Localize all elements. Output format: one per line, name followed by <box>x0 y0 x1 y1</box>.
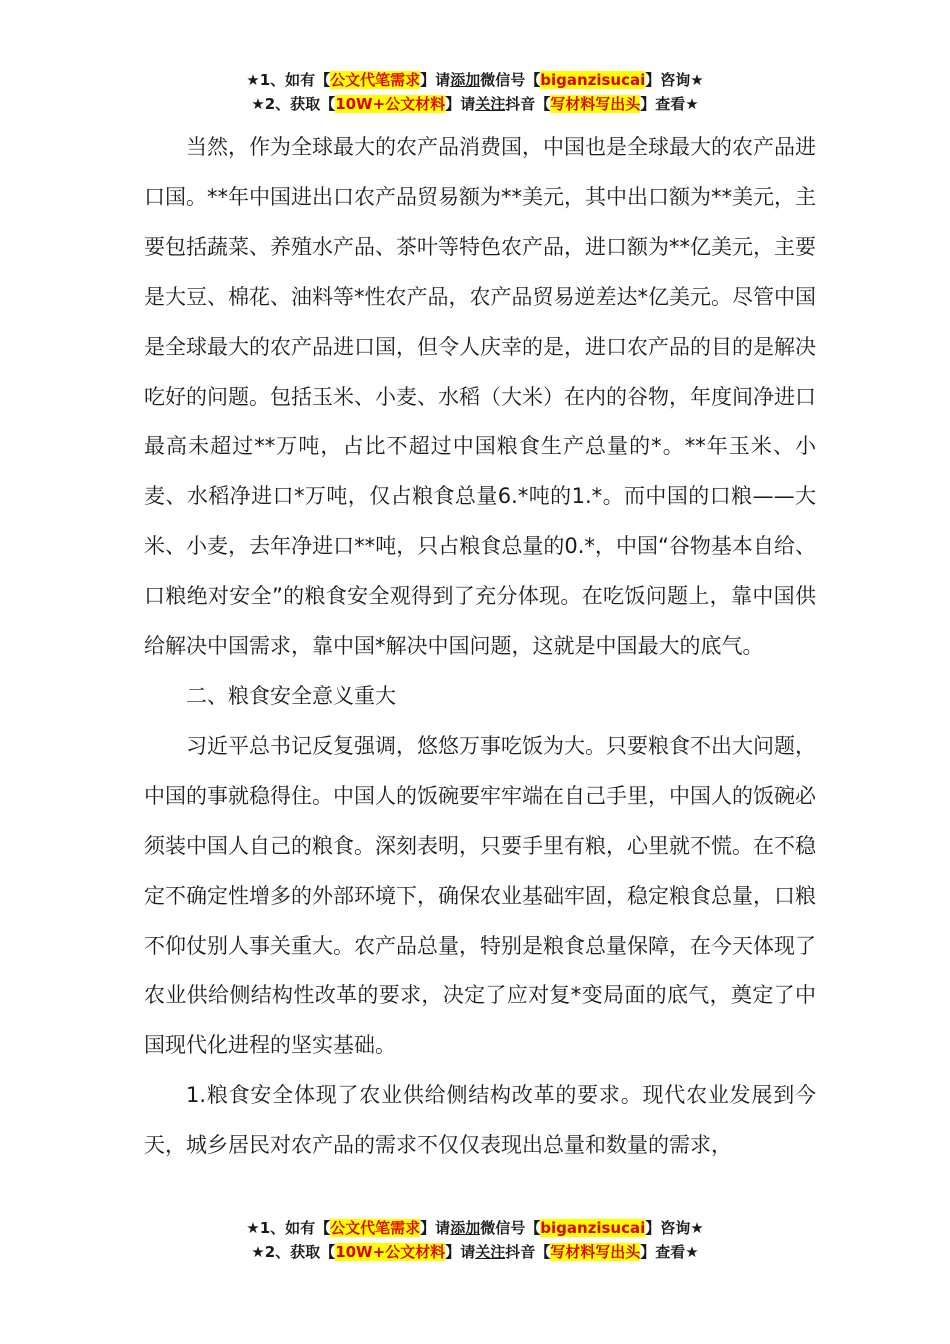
section-heading: 二、粮食安全意义重大 <box>186 683 396 708</box>
footer-banner <box>0 1216 950 1264</box>
underlined-add: 添加 <box>450 71 481 89</box>
banner-text: 】请 <box>420 71 451 89</box>
header-banner <box>0 68 950 116</box>
banner-text: 】查看★ <box>640 1243 699 1261</box>
banner-line-2 <box>0 92 950 116</box>
banner-text: ★2、获取【 <box>251 95 336 113</box>
highlight-wechat-id: biganzisucai <box>540 71 646 89</box>
banner-text: ★1、如有【 <box>246 71 331 89</box>
highlight-ghostwriting: 公文代笔需求 <box>330 71 421 89</box>
banner-text: 】咨询★ <box>645 71 704 89</box>
banner-text: 】请 <box>445 95 476 113</box>
banner-text: 抖音【 <box>505 95 551 113</box>
document-body <box>144 123 816 1171</box>
highlight-ghostwriting: 公文代笔需求 <box>330 1219 421 1237</box>
banner-text: 抖音【 <box>505 1243 551 1261</box>
banner-text: 】请 <box>445 1243 476 1261</box>
banner-text: ★2、获取【 <box>251 1243 336 1261</box>
highlight-materials: 10W+公文材料 <box>335 1243 446 1261</box>
banner-text: 】请 <box>420 1219 451 1237</box>
banner-line-1 <box>0 1216 950 1240</box>
banner-line-1 <box>0 68 950 92</box>
highlight-materials: 10W+公文材料 <box>335 95 446 113</box>
paragraph: 习近平总书记反复强调，悠悠万事吃饭为大。只要粮食不出大问题，中国的事就稳得住。中国人的饭碗要牢牢端在自己手里，中国人的饭碗必须装中国人自己的粮食。深刻表明，只要手里有粮，心里就不慌。在不稳定不确定性增多的外部环境下，确保农业基础牢固，稳定粮食总量，口粮不仰仗别人事关重大。农产品总量，特别是粮食总量保障，在今天体现了农业供给侧结构性改革的要求，决定了应对复*变局面的底气，奠定了中国现代化进程的坚实基础。 <box>144 733 816 1058</box>
banner-text: ★1、如有【 <box>246 1219 331 1237</box>
banner-text: 】咨询★ <box>645 1219 704 1237</box>
banner-text: 微信号【 <box>480 1219 541 1237</box>
banner-text: 微信号【 <box>480 71 541 89</box>
banner-line-2 <box>0 1240 950 1264</box>
highlight-douyin-account: 写材料写出头 <box>550 1243 641 1261</box>
highlight-wechat-id: biganzisucai <box>540 1219 646 1237</box>
paragraph: 1.粮食安全体现了农业供给侧结构改革的要求。现代农业发展到今天，城乡居民对农产品的需求不仅仅表现出总量和数量的需求， <box>144 1083 816 1158</box>
banner-text: 】查看★ <box>640 95 699 113</box>
underlined-follow: 关注 <box>475 95 506 113</box>
highlight-douyin-account: 写材料写出头 <box>550 95 641 113</box>
underlined-follow: 关注 <box>475 1243 506 1261</box>
paragraph: 当然，作为全球最大的农产品消费国，中国也是全球最大的农产品进口国。**年中国进出口农产品贸易额为**美元，其中出口额为**美元，主要包括蔬菜、养殖水产品、茶叶等特色农产品，进口额为**亿美元，主要是大豆、棉花、油料等*性农产品，农产品贸易逆差达*亿美元。尽管中国是全球最大的农产品进口国，但令人庆幸的是，进口农产品的目的是解决吃好的问题。包括玉米、小麦、水稻（大米）在内的谷物，年度间净进口最高未超过**万吨，占比不超过中国粮食生产总量的*。**年玉米、小麦、水稻净进口*万吨，仅占粮食总量6.*吨的1.*。而中国的口粮——大米、小麦，去年净进口**吨，只占粮食总量的0.*，中国“谷物基本自给、口粮绝对安全”的粮食安全观得到了充分体现。在吃饭问题上，靠中国供给解决中国需求，靠中国*解决中国问题，这就是中国最大的底气。 <box>144 135 816 659</box>
underlined-add: 添加 <box>450 1219 481 1237</box>
